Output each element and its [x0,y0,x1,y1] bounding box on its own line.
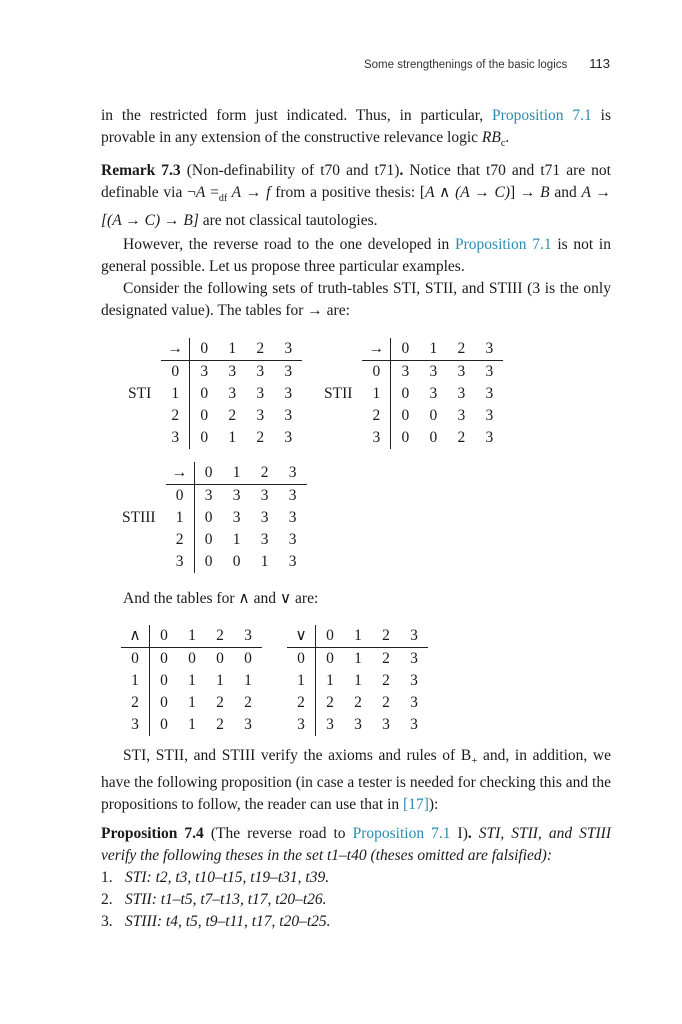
proposition-link[interactable]: Proposition 7.1 [455,236,552,253]
table-cell: 3 [485,429,494,446]
table-cell: 0 [216,650,224,667]
thesis-list [101,867,331,933]
remark-7-3: Remark 7.3 (Non-definability of t70 and t71). Notice that t70 and t71 are not definable via ¬A $=_{df}$ A → f from a positive thesis: [A ∧ (A → C)] → B and A → [(A → C) → B] are not classical tautologies. [101,162,611,230]
list-item: 1. STI: t2, t3, t10–t15, t19–t31, t39. [101,869,330,886]
table-cell: 2 [326,694,334,711]
table-cell: 3 [234,625,262,648]
table-cell: 3 [284,363,293,380]
table-cell: 2 [244,694,252,711]
table-cell: 3 [274,338,302,361]
table-cell [324,405,362,427]
table-cell: 2 [382,672,390,689]
paragraph-and-or: And the tables for ∧ and ∨ are: [123,590,319,607]
table-cell: 2 [216,694,224,711]
table-cell: 1 [232,531,241,548]
table-cell: 0 [287,648,316,671]
table-cell: 3 [228,363,237,380]
table-cell: 2 [161,405,190,427]
table-cell: → [161,338,190,361]
table-cell: 0 [194,462,223,485]
paragraph-reverse-road: However, the reverse road to the one developed in Proposition 7.1 is not in general possible. Let us propose three particular examples. Consider the following sets of truth-tables STI, STII, and STIII (3 is the only designated value). The tables for → are: [101,236,611,319]
table-cell: 1 [216,672,224,689]
table-cell: 0 [150,625,179,648]
table-cell: 1 [344,625,372,648]
table-cell: 0 [160,716,168,733]
table-cell: 3 [410,650,418,667]
table-cell: 0 [316,625,345,648]
table-cell: 3 [457,385,466,402]
table-cell: 2 [228,407,237,424]
table-cell: 3 [200,363,209,380]
table-cell: 2 [121,692,150,714]
table-cell [324,427,362,449]
table-cell: → [362,338,391,361]
reference-link[interactable]: [17] [403,796,429,814]
table-cell [324,361,362,384]
table-label: STII [324,385,353,402]
table-cell: 1 [223,462,251,485]
table-cell: 0 [200,429,209,446]
table-cell: 1 [260,553,269,570]
table-cell: 3 [382,716,390,733]
table-cell: 3 [284,407,293,424]
table-cell: 1 [188,716,196,733]
table-cell: 1 [166,507,195,529]
table-cell: 1 [354,672,362,689]
table-cell: 0 [429,429,438,446]
table-cell: 3 [410,672,418,689]
table-cell: 0 [160,694,168,711]
table-cell: 3 [256,385,265,402]
table-cell: 3 [204,487,213,504]
table-cell: 2 [382,650,390,667]
table-cell: 3 [410,716,418,733]
table-cell [122,551,166,573]
table-cell: 0 [244,650,252,667]
table-cell: 2 [382,694,390,711]
table-cell: 0 [232,553,241,570]
table-cell: 3 [256,363,265,380]
table-cell: 0 [190,338,219,361]
table-cell [324,338,362,361]
table-cell: 3 [485,385,494,402]
table-cell: 1 [121,670,150,692]
table-cell: 1 [178,625,206,648]
table-cell: 0 [160,672,168,689]
table-cell: 0 [204,509,213,526]
running-header [0,55,610,73]
table-cell: 3 [429,385,438,402]
table-cell: 3 [288,487,297,504]
table-cell [128,405,161,427]
table-cell: 3 [232,487,241,504]
table-cell: 3 [485,363,494,380]
table-cell: 3 [161,427,190,449]
paragraph-verify: STI, STII, and STIII verify the axioms and rules of $B_+$ and, in addition, we have the following proposition (in case a tester is needed for checking this and the propositions to follow, the reader can use that in [17]): [101,747,612,814]
table-cell: 2 [206,625,234,648]
table-cell: 0 [166,485,195,508]
table-cell: 0 [200,385,209,402]
table-cell: 3 [475,338,503,361]
truth-table-or [287,625,428,736]
truth-table-stiii-arrow [122,462,307,573]
table-cell: 3 [244,716,252,733]
table-cell: 1 [188,672,196,689]
table-cell: 3 [354,716,362,733]
table-cell: 0 [121,648,150,671]
table-cell: 0 [401,407,410,424]
table-cell: 0 [401,385,410,402]
table-cell [128,427,161,449]
table-cell: 3 [362,427,391,449]
table-cell: 3 [121,714,150,736]
truth-table-and [121,625,262,736]
proposition-link[interactable]: Proposition 7.1 [492,107,592,124]
table-cell: 3 [287,714,316,736]
table-cell: 3 [288,553,297,570]
table-cell: 3 [260,531,269,548]
table-cell: 0 [391,338,420,361]
running-title: Some strengthenings of the basic logics [363,59,568,71]
list-item: 2. STII: t1–t5, t7–t13, t17, t20–t26. [101,891,327,908]
table-cell: 1 [354,650,362,667]
table-cell: 0 [326,650,334,667]
table-cell: 2 [372,625,400,648]
table-cell: 0 [161,361,190,384]
paragraph-intro: in the restricted form just indicated. Thus, in particular, Proposition 7.1 is provable in any extension of the constructive relevance logic $RB_c$. [101,107,612,150]
table-cell: 3 [457,363,466,380]
table-cell: 0 [188,650,196,667]
table-cell: 3 [256,407,265,424]
table-cell: 1 [161,383,190,405]
table-cell: 0 [200,407,209,424]
table-cell: 2 [287,692,316,714]
list-item: 3. STIII: t4, t5, t9–t11, t17, t20–t25. [101,913,331,930]
table-cell [122,462,166,485]
table-cell: 1 [188,694,196,711]
table-cell: 2 [246,338,274,361]
table-cell [128,338,161,361]
proposition-link[interactable]: Proposition 7.1 [352,825,451,842]
table-cell: 3 [429,363,438,380]
table-cell: 2 [251,462,279,485]
table-cell: 3 [410,694,418,711]
table-cell: ∧ [121,625,150,648]
table-cell [122,485,166,508]
table-cell [128,361,161,384]
table-cell: 2 [166,529,195,551]
table-cell: 1 [326,672,334,689]
table-label: STI [128,385,152,402]
table-cell: 3 [284,429,293,446]
table-cell: 3 [400,625,428,648]
table-cell: 3 [457,407,466,424]
table-cell: 2 [362,405,391,427]
table-cell: 2 [216,716,224,733]
table-cell: 1 [228,429,237,446]
table-cell: 2 [354,694,362,711]
table-cell: 2 [457,429,466,446]
table-cell: 3 [326,716,334,733]
table-cell [122,529,166,551]
table-cell: 3 [288,531,297,548]
proposition-heading: Proposition 7.4 [101,825,204,842]
table-label: STIII [122,509,156,526]
page-number: 113 [589,56,610,71]
table-cell: 0 [401,429,410,446]
table-cell: 3 [232,509,241,526]
table-cell: ∨ [287,625,316,648]
table-cell: 0 [362,361,391,384]
table-cell: 1 [287,670,316,692]
table-cell: 0 [204,553,213,570]
table-cell: 0 [429,407,438,424]
remark-heading: Remark 7.3 [101,162,181,179]
table-cell: 1 [218,338,246,361]
table-cell: 3 [260,487,269,504]
table-cell: 0 [204,531,213,548]
table-cell: → [166,462,195,485]
table-cell: 3 [288,509,297,526]
table-cell: 3 [279,462,307,485]
table-cell: 1 [419,338,447,361]
table-cell: 1 [244,672,252,689]
table-cell: 3 [485,407,494,424]
table-cell: 3 [260,509,269,526]
truth-table-stii-arrow [324,338,503,449]
table-cell: 2 [256,429,265,446]
table-cell: 2 [447,338,475,361]
proposition-7-4: Proposition 7.4 (The reverse road to Proposition 7.1 I). STI, STII, and STIII verify the following theses in the set t1–t40 (theses omitted are falsified): [101,825,611,864]
table-cell: 3 [228,385,237,402]
table-cell: 0 [160,650,168,667]
truth-table-sti-arrow [128,338,302,449]
table-cell: 3 [401,363,410,380]
table-cell: 3 [166,551,195,573]
table-cell: 3 [284,385,293,402]
table-cell: 1 [362,383,391,405]
